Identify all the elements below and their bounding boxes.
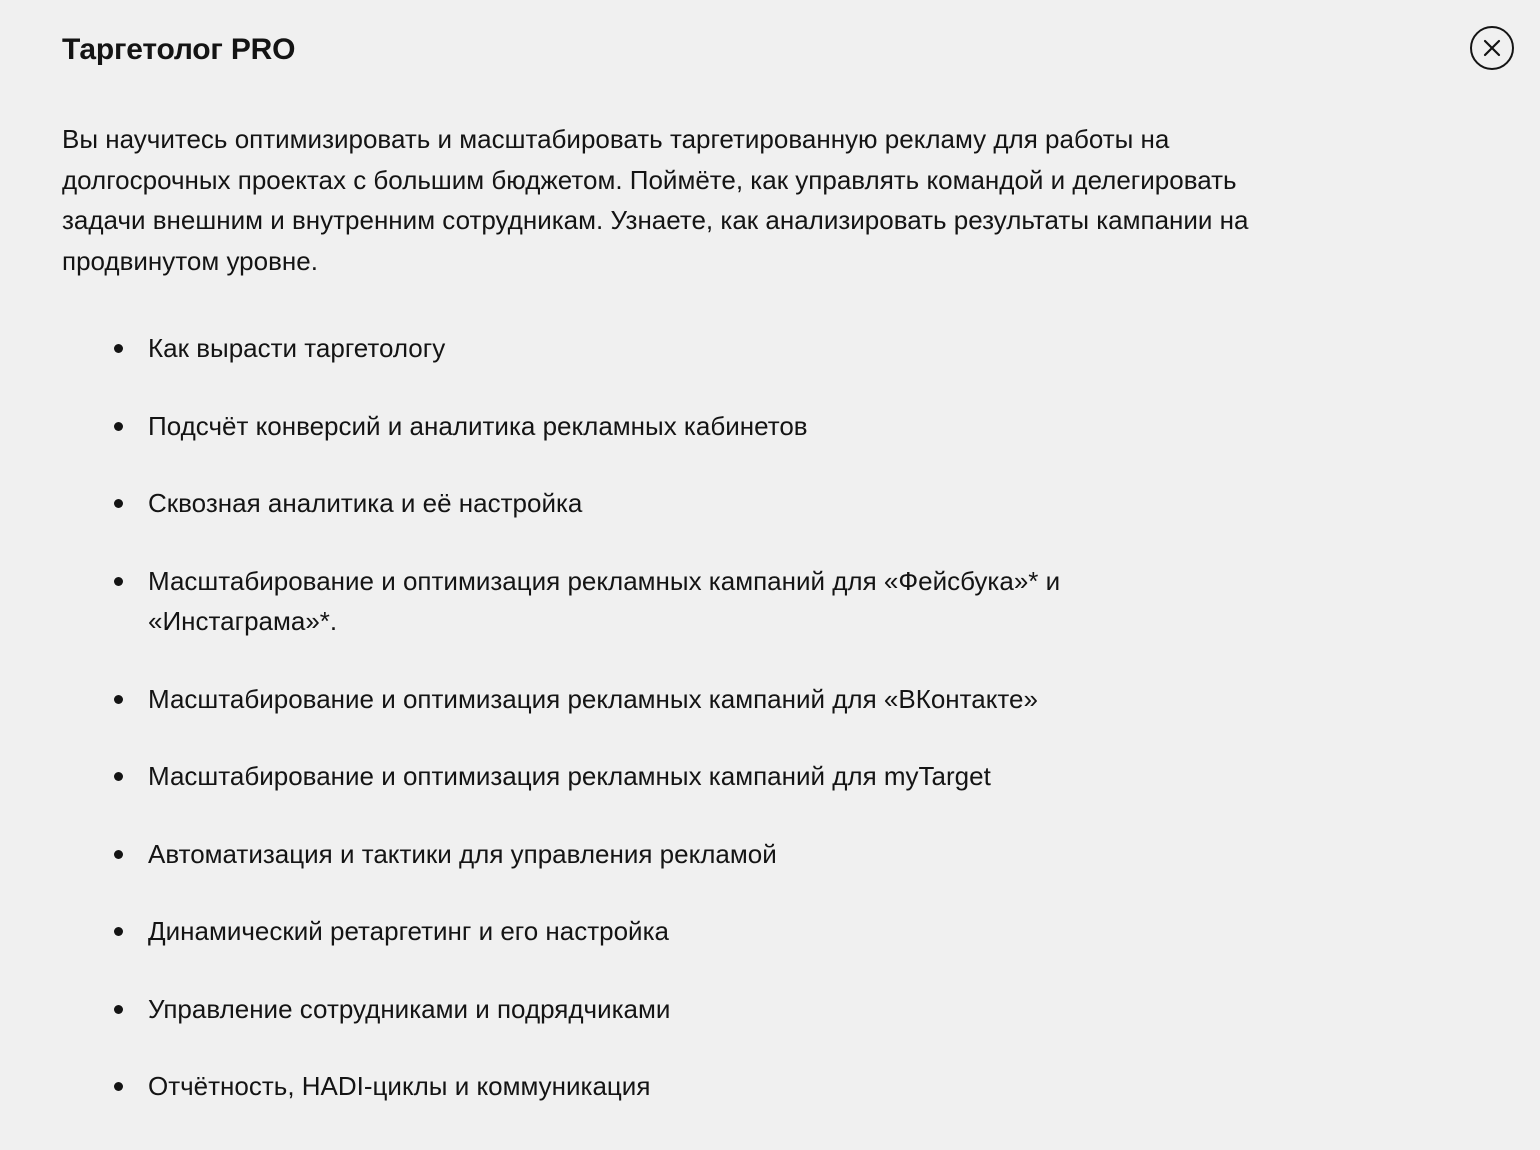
topic-item (108, 483, 1188, 524)
bullet-icon (114, 344, 123, 353)
bullet-icon (114, 1005, 123, 1014)
topic-item (108, 834, 1188, 875)
close-button[interactable] (1470, 26, 1514, 70)
topic-item (108, 328, 1188, 369)
topic-item (108, 406, 1188, 447)
topic-item (108, 756, 1188, 797)
topic-text: Отчётность, HADI-циклы и коммуникация (148, 1071, 651, 1101)
bullet-icon (114, 927, 123, 936)
modal-title: Таргетолог PRO (62, 33, 296, 66)
topic-text: Масштабирование и оптимизация рекламных кампаний для myTarget (148, 761, 991, 791)
topic-text: Как вырасти таргетологу (148, 333, 446, 363)
topic-text: Динамический ретаргетинг и его настройка (148, 916, 669, 946)
bullet-icon (114, 772, 123, 781)
topic-list (108, 328, 1188, 1144)
bullet-icon (114, 850, 123, 859)
bullet-icon (114, 422, 123, 431)
topic-item (108, 1066, 1188, 1107)
close-icon (1481, 37, 1503, 59)
bullet-icon (114, 695, 123, 704)
topic-item (108, 679, 1188, 720)
topic-text: Подсчёт конверсий и аналитика рекламных кабинетов (148, 410, 808, 441)
topic-item (108, 989, 1188, 1030)
bullet-icon (114, 499, 123, 508)
topic-text: Масштабирование и оптимизация рекламных кампаний для «ВКонтакте» (148, 683, 1038, 714)
topic-text: Автоматизация и тактики для управления рекламой (148, 838, 777, 869)
bullet-icon (114, 577, 123, 586)
topic-item (108, 561, 1188, 642)
course-description: Вы научитесь оптимизировать и масштабировать таргетированную рекламу для работы на долгосрочных проектах с большим бюджетом. Поймёте, как управлять командой и делегировать задачи внешним и внутренним сотрудникам. Узнаете, как анализировать результаты кампании на продвинутом уровне. (62, 124, 1249, 276)
topic-item (108, 911, 1188, 952)
topic-text: Управление сотрудниками и подрядчиками (148, 993, 671, 1024)
topic-text: Масштабирование и оптимизация рекламных кампаний для «Фейсбука»* и «Инстаграма»*. (148, 565, 1061, 636)
topic-text: Сквозная аналитика и её настройка (148, 488, 583, 518)
bullet-icon (114, 1082, 123, 1091)
